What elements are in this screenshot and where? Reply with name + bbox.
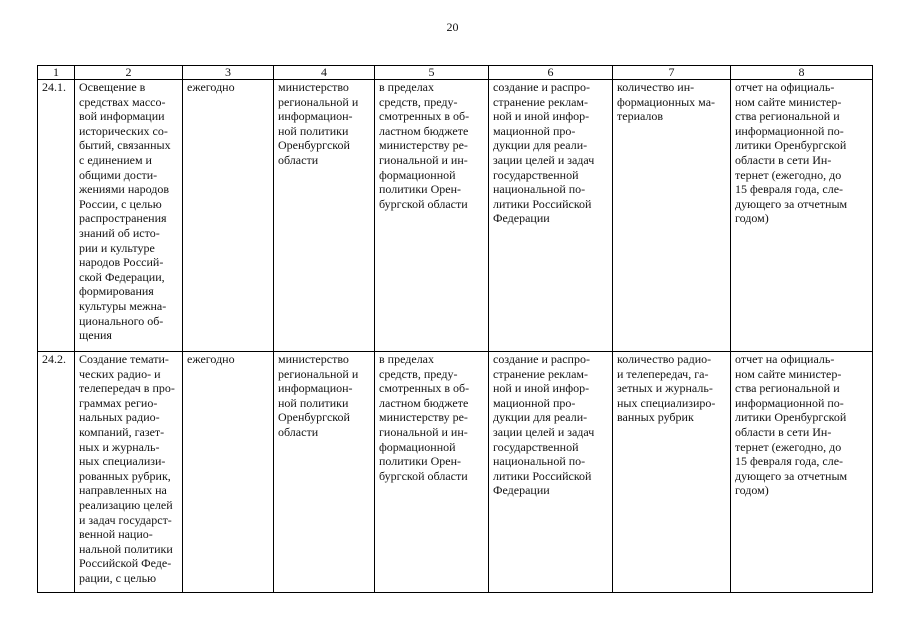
indicator: количество радио- и телепередач, га- зетных и журналь- ных специализиро- ванных рубрик (613, 352, 731, 593)
period: ежегодно (183, 352, 274, 593)
header-row (38, 66, 873, 80)
header-cell: 1 (38, 66, 75, 80)
header-cell: 5 (375, 66, 489, 80)
header-cell: 2 (75, 66, 183, 80)
header-cell: 4 (274, 66, 375, 80)
expected-result: создание и распро- странение реклам- ной и иной инфор- мационной про- дукции для реали- зации целей и задач государственной национальной по- литики Российской Федерации (489, 80, 613, 352)
report-form: отчет на официаль- ном сайте министер- ства региональной и информационной по- литики Оренбургской области в сети Ин- тернет (ежегодно, до 15 февраля года, сле- дующего за отчетным годом) (731, 80, 873, 352)
header-cell: 6 (489, 66, 613, 80)
header-cell: 8 (731, 66, 873, 80)
event-name: Освещение в средствах массо- вой информации исторических со- бытий, связанных с единением и общими дости- жениями народов России, с целью распространения знаний об исто- рии и культуре народов Россий- ской Федерации, формирования культуры межна- ционального об- щения (75, 80, 183, 352)
header-cell: 7 (613, 66, 731, 80)
plan-table (37, 65, 873, 593)
period: ежегодно (183, 80, 274, 352)
event-name: Создание темати- ческих радио- и телепередач в про- граммах регио- нальных радио- компаний, газет- ных и журналь- ных специализи- рованных рубрик, направленных на реализацию целей и задач государст- венной нацио- нальной политики Российской Феде- рации, с целью (75, 352, 183, 593)
executor: министерство региональной и информацион- ной политики Оренбургской области (274, 80, 375, 352)
table-row (38, 80, 873, 352)
page-number: 20 (446, 20, 459, 34)
indicator: количество ин- формационных ма- териалов (613, 80, 731, 352)
table-row (38, 352, 873, 593)
expected-result: создание и распро- странение реклам- ной и иной инфор- мационной про- дукции для реали- зации целей и задач государственной национальной по- литики Российской Федерации (489, 352, 613, 593)
executor: министерство региональной и информацион- ной политики Оренбургской области (274, 352, 375, 593)
report-form: отчет на официаль- ном сайте министер- ства региональной и информационной по- литики Оренбургской области в сети Ин- тернет (ежегодно, до 15 февраля года, сле- дующего за отчетным годом) (731, 352, 873, 593)
row-number: 24.1. (38, 80, 75, 352)
header-cell: 3 (183, 66, 274, 80)
funding-source: в пределах средств, преду- смотренных в об- ластном бюджете министерству ре- гиональной и ин- формационной политики Орен- бургской области (375, 352, 489, 593)
funding-source: в пределах средств, преду- смотренных в об- ластном бюджете министерству ре- гиональной и ин- формационной политики Орен- бургской области (375, 80, 489, 352)
row-number: 24.2. (38, 352, 75, 593)
